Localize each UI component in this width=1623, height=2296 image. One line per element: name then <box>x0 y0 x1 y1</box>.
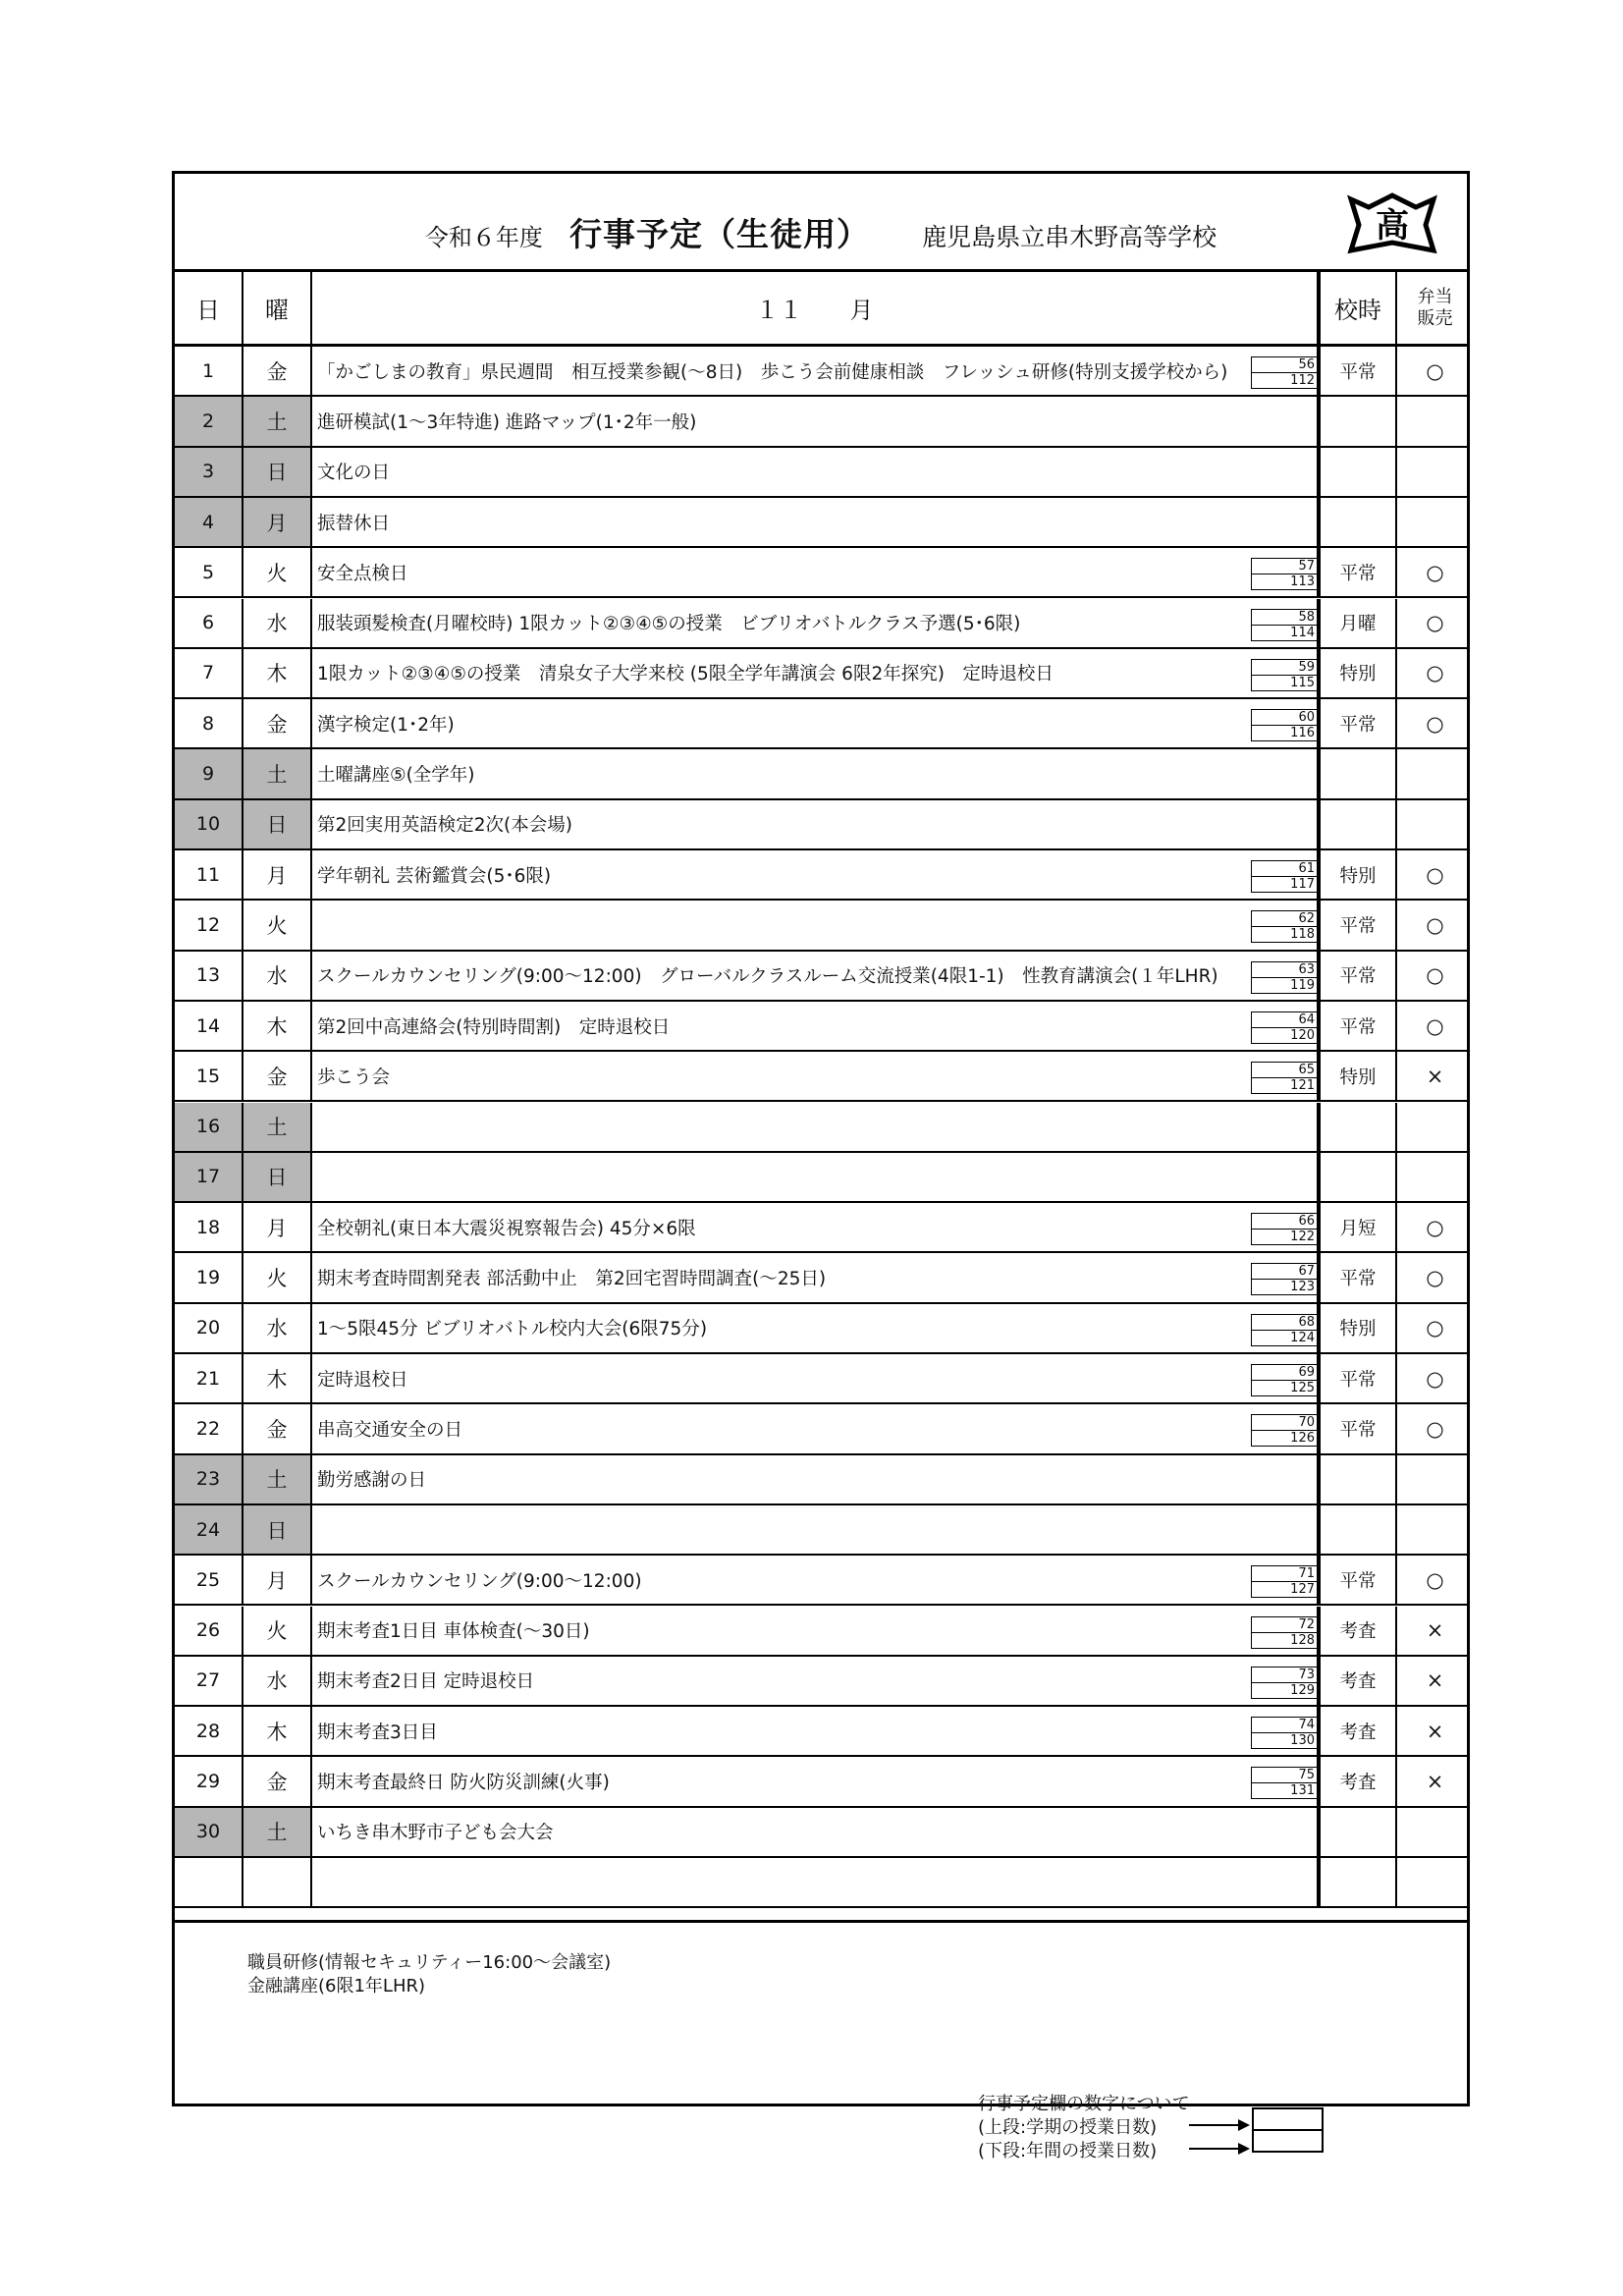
event-text: 服装頭髪検査(月曜校時) 1限カット②③④⑤の授業 ビブリオバトルクラス予選(5･6限) <box>312 599 1319 647</box>
schedule-type: 平常 <box>1319 1354 1397 1402</box>
year-class-days: 117 <box>1290 877 1315 892</box>
table-row <box>175 952 1467 1002</box>
bento-sale-mark: ○ <box>1426 1567 1444 1592</box>
event-text: 振替休日 <box>312 498 1319 546</box>
event-text: 進研模試(1～3年特進) 進路マップ(1･2年一般) <box>312 397 1319 445</box>
weekday: 金 <box>243 699 312 747</box>
weekday: 水 <box>243 599 312 647</box>
schedule-type: 平常 <box>1319 1404 1397 1452</box>
table-row <box>175 1002 1467 1052</box>
class-day-counter <box>1251 1314 1319 1346</box>
bento-sale-mark <box>1397 1455 1473 1503</box>
weekday: 土 <box>243 1808 312 1856</box>
table-row <box>175 1757 1467 1807</box>
table-row <box>175 1707 1467 1757</box>
note-staff-training: 職員研修(情報セキュリティー16:00～会議室) <box>247 1952 612 1973</box>
bento-sale-mark <box>1397 1505 1473 1554</box>
table-row <box>175 397 1467 447</box>
day-number: 22 <box>175 1404 243 1452</box>
table-row <box>175 1657 1467 1707</box>
table-row <box>175 1153 1467 1203</box>
table-row <box>175 1253 1467 1303</box>
day-number: 5 <box>175 548 243 596</box>
class-day-counter <box>1251 609 1319 641</box>
bento-sale-mark <box>1397 1103 1473 1151</box>
event-text: 1～5限45分 ビブリオバトル校内大会(6限75分) <box>312 1304 1319 1352</box>
term-class-days: 63 <box>1298 961 1315 977</box>
bento-sale-mark <box>1397 397 1473 445</box>
schedule-type: 平常 <box>1319 1556 1397 1604</box>
day-number: 25 <box>175 1556 243 1604</box>
term-class-days: 74 <box>1298 1718 1315 1733</box>
day-number: 15 <box>175 1052 243 1100</box>
table-row <box>175 548 1467 598</box>
event-text: 学年朝礼 芸術鑑賞会(5･6限) <box>312 850 1319 899</box>
table-row <box>175 448 1467 498</box>
col-schedule: 校時 <box>1319 272 1397 344</box>
event-text: 第2回中高連絡会(特別時間割) 定時退校日 <box>312 1002 1319 1050</box>
day-number: 9 <box>175 749 243 797</box>
year-class-days: 122 <box>1290 1230 1315 1245</box>
year-class-days: 130 <box>1290 1733 1315 1749</box>
notes-area <box>175 1920 1467 2161</box>
weekday: 火 <box>243 548 312 596</box>
event-text: 「かごしまの教育」県民週間 相互授業参観(～8日) 歩こう会前健康相談 フレッシュ研修(特別支援学校から) <box>312 347 1319 395</box>
class-day-counter <box>1251 1263 1319 1295</box>
table-row <box>175 749 1467 799</box>
day-number: 18 <box>175 1203 243 1251</box>
schedule-type: 平常 <box>1319 1002 1397 1050</box>
year-class-days: 114 <box>1290 625 1315 640</box>
column-header <box>175 272 1467 347</box>
event-text: 1限カット②③④⑤の授業 清泉女子大学来校 (5限全学年講演会 6限2年探究) 定時退校日 <box>312 649 1319 697</box>
bento-sale-mark <box>1397 448 1473 496</box>
svg-text:高: 高 <box>1376 206 1409 246</box>
page-title: 行事予定（生徒用） <box>568 215 870 253</box>
class-day-counter <box>1251 1565 1319 1598</box>
weekday: 月 <box>243 498 312 546</box>
class-day-counter <box>1251 961 1319 994</box>
class-day-counter <box>1251 1011 1319 1044</box>
weekday: 月 <box>243 1556 312 1604</box>
bento-sale-mark: ○ <box>1426 711 1444 736</box>
table-row <box>175 800 1467 850</box>
event-text: 安全点検日 <box>312 548 1319 596</box>
bento-sale-mark: ○ <box>1426 963 1444 988</box>
day-number <box>175 1858 243 1906</box>
day-number: 13 <box>175 952 243 1000</box>
bento-sale-mark: ○ <box>1426 1215 1444 1239</box>
event-text <box>312 1858 1319 1906</box>
col-day: 日 <box>175 272 243 344</box>
bento-sale-mark: ○ <box>1426 560 1444 584</box>
legend-lower: (下段:年間の授業日数) <box>978 2141 1158 2161</box>
day-number: 6 <box>175 599 243 647</box>
weekday: 水 <box>243 952 312 1000</box>
schedule-type: 平常 <box>1319 699 1397 747</box>
table-row <box>175 1103 1467 1153</box>
table-row <box>175 850 1467 901</box>
term-class-days: 67 <box>1298 1264 1315 1280</box>
bento-sale-mark <box>1397 1153 1473 1201</box>
bento-sale-mark: ○ <box>1426 1316 1444 1340</box>
weekday: 月 <box>243 1203 312 1251</box>
schedule-type: 考査 <box>1319 1607 1397 1655</box>
event-text: 期末考査1日目 車体検査(～30日) <box>312 1607 1319 1655</box>
day-number: 30 <box>175 1808 243 1856</box>
weekday: 土 <box>243 749 312 797</box>
schedule-type <box>1319 498 1397 546</box>
class-day-counter <box>1251 1414 1319 1447</box>
schedule-type <box>1319 1153 1397 1201</box>
bento-sale-mark: ○ <box>1426 862 1444 887</box>
schedule-type <box>1319 1103 1397 1151</box>
year-class-days: 115 <box>1290 675 1315 690</box>
bento-sale-mark: ○ <box>1426 1266 1444 1290</box>
day-number: 2 <box>175 397 243 445</box>
day-number: 1 <box>175 347 243 395</box>
bento-sale-mark: × <box>1426 1668 1444 1693</box>
event-text: 土曜講座⑤(全学年) <box>312 749 1319 797</box>
year-class-days: 127 <box>1290 1582 1315 1598</box>
weekday: 火 <box>243 901 312 949</box>
day-number: 16 <box>175 1103 243 1151</box>
term-class-days: 56 <box>1298 357 1315 372</box>
event-text <box>312 901 1319 949</box>
event-text: 期末考査3日目 <box>312 1707 1319 1755</box>
table-row <box>175 599 1467 649</box>
class-day-counter <box>1251 659 1319 691</box>
bento-sale-mark: × <box>1426 1719 1444 1743</box>
event-text: 文化の日 <box>312 448 1319 496</box>
class-day-counter <box>1251 1767 1319 1799</box>
weekday: 月 <box>243 850 312 899</box>
legend-upper: (上段:学期の授業日数) <box>978 2117 1158 2138</box>
col-month: １１ 月 <box>312 272 1319 344</box>
bento-sale-mark: ○ <box>1426 1416 1444 1441</box>
year-class-days: 113 <box>1290 574 1315 590</box>
class-day-counter <box>1251 1667 1319 1699</box>
arrow-upper-icon <box>1189 2124 1248 2126</box>
weekday: 日 <box>243 1505 312 1554</box>
schedule-type: 特別 <box>1319 1304 1397 1352</box>
day-number: 21 <box>175 1354 243 1402</box>
day-number: 19 <box>175 1253 243 1301</box>
weekday: 金 <box>243 347 312 395</box>
bento-sale-mark: × <box>1426 1064 1444 1088</box>
term-class-days: 68 <box>1298 1314 1315 1330</box>
day-number: 12 <box>175 901 243 949</box>
day-number: 28 <box>175 1707 243 1755</box>
bento-sale-mark: ○ <box>1426 661 1444 685</box>
schedule-type: 月短 <box>1319 1203 1397 1251</box>
bento-sale-mark <box>1397 749 1473 797</box>
event-text: 期末考査最終日 防火防災訓練(火事) <box>312 1757 1319 1805</box>
table-row <box>175 1858 1467 1908</box>
class-day-counter <box>1251 709 1319 741</box>
schedule-type <box>1319 749 1397 797</box>
weekday: 水 <box>243 1304 312 1352</box>
class-day-counter <box>1251 1616 1319 1649</box>
event-text <box>312 1505 1319 1554</box>
term-class-days: 65 <box>1298 1063 1315 1078</box>
day-number: 8 <box>175 699 243 747</box>
table-row <box>175 1304 1467 1354</box>
year-class-days: 112 <box>1290 373 1315 388</box>
bento-sale-mark: ○ <box>1426 611 1444 635</box>
weekday: 日 <box>243 448 312 496</box>
event-text: 期末考査時間割発表 部活動中止 第2回宅習時間調査(～25日) <box>312 1253 1319 1301</box>
weekday: 土 <box>243 1455 312 1503</box>
term-class-days: 57 <box>1298 559 1315 574</box>
col-weekday: 曜 <box>243 272 312 344</box>
day-number: 27 <box>175 1657 243 1705</box>
weekday: 木 <box>243 1354 312 1402</box>
weekday: 日 <box>243 800 312 848</box>
schedule-type: 特別 <box>1319 850 1397 899</box>
term-class-days: 75 <box>1298 1768 1315 1783</box>
table-row <box>175 1455 1467 1505</box>
day-number: 10 <box>175 800 243 848</box>
weekday: 金 <box>243 1757 312 1805</box>
day-number: 4 <box>175 498 243 546</box>
event-text: 期末考査2日目 定時退校日 <box>312 1657 1319 1705</box>
schedule-type: 考査 <box>1319 1657 1397 1705</box>
weekday: 土 <box>243 397 312 445</box>
event-text: 定時退校日 <box>312 1354 1319 1402</box>
schedule-type: 平常 <box>1319 1253 1397 1301</box>
schedule-type <box>1319 397 1397 445</box>
year-class-days: 128 <box>1290 1632 1315 1648</box>
class-day-counter <box>1251 910 1319 943</box>
table-row <box>175 901 1467 951</box>
term-class-days: 72 <box>1298 1616 1315 1632</box>
bento-sale-mark <box>1397 1858 1473 1906</box>
school-emblem-logo <box>1347 191 1437 256</box>
class-day-counter <box>1251 860 1319 893</box>
term-class-days: 64 <box>1298 1011 1315 1027</box>
col-bento: 弁当 販売 <box>1417 286 1453 329</box>
table-row <box>175 498 1467 548</box>
schedule-type: 考査 <box>1319 1707 1397 1755</box>
term-class-days: 73 <box>1298 1667 1315 1682</box>
year-class-days: 124 <box>1290 1330 1315 1345</box>
table-row <box>175 1052 1467 1102</box>
day-number: 17 <box>175 1153 243 1201</box>
term-class-days: 59 <box>1298 659 1315 675</box>
schedule-type <box>1319 448 1397 496</box>
class-day-counter <box>1251 356 1319 389</box>
event-text: 第2回実用英語検定2次(本会場) <box>312 800 1319 848</box>
day-number: 7 <box>175 649 243 697</box>
day-number: 3 <box>175 448 243 496</box>
schedule-type <box>1319 1455 1397 1503</box>
weekday: 日 <box>243 1153 312 1201</box>
day-number: 23 <box>175 1455 243 1503</box>
event-text: 全校朝礼(東日本大震災視察報告会) 45分×6限 <box>312 1203 1319 1251</box>
weekday: 火 <box>243 1253 312 1301</box>
weekday: 木 <box>243 1707 312 1755</box>
class-day-counter <box>1251 558 1319 590</box>
event-text: 歩こう会 <box>312 1052 1319 1100</box>
term-class-days: 66 <box>1298 1214 1315 1230</box>
event-text: スクールカウンセリング(9:00～12:00) <box>312 1556 1319 1604</box>
bento-sale-mark <box>1397 1808 1473 1856</box>
table-row <box>175 1607 1467 1657</box>
schedule-type: 特別 <box>1319 1052 1397 1100</box>
schedule-type: 考査 <box>1319 1757 1397 1805</box>
table-row <box>175 1556 1467 1606</box>
table-row <box>175 1808 1467 1858</box>
school-name: 鹿児島県立串木野高等学校 <box>922 223 1217 251</box>
schedule-type: 特別 <box>1319 649 1397 697</box>
year-class-days: 131 <box>1290 1783 1315 1799</box>
legend-title: 行事予定欄の数字について <box>978 2094 1190 2114</box>
arrow-lower-icon <box>1189 2148 1248 2150</box>
year-class-days: 125 <box>1290 1381 1315 1395</box>
table-row <box>175 1505 1467 1556</box>
term-class-days: 71 <box>1298 1566 1315 1582</box>
schedule-type <box>1319 1808 1397 1856</box>
bento-sale-mark: × <box>1426 1770 1444 1794</box>
schedule-type <box>1319 1858 1397 1906</box>
bento-sale-mark: ○ <box>1426 1013 1444 1038</box>
year-class-days: 129 <box>1290 1682 1315 1698</box>
schedule-type: 平常 <box>1319 952 1397 1000</box>
weekday: 火 <box>243 1607 312 1655</box>
event-text: 漢字検定(1･2年) <box>312 699 1319 747</box>
schedule-type: 平常 <box>1319 901 1397 949</box>
bento-sale-mark: ○ <box>1426 1366 1444 1391</box>
weekday: 土 <box>243 1103 312 1151</box>
term-class-days: 58 <box>1298 609 1315 625</box>
day-number: 29 <box>175 1757 243 1805</box>
weekday: 水 <box>243 1657 312 1705</box>
bento-sale-mark <box>1397 800 1473 848</box>
table-row <box>175 649 1467 699</box>
event-text: スクールカウンセリング(9:00～12:00) グローバルクラスルーム交流授業(4限1-1) 性教育講演会(１年LHR) <box>312 952 1319 1000</box>
table-row <box>175 347 1467 397</box>
schedule-type: 平常 <box>1319 548 1397 596</box>
class-day-counter <box>1251 1213 1319 1245</box>
year-class-days: 123 <box>1290 1280 1315 1295</box>
day-number: 24 <box>175 1505 243 1554</box>
day-number: 26 <box>175 1607 243 1655</box>
weekday: 金 <box>243 1404 312 1452</box>
year-class-days: 116 <box>1290 726 1315 741</box>
year-class-days: 121 <box>1290 1078 1315 1094</box>
class-day-counter <box>1251 1062 1319 1094</box>
schedule-type: 平常 <box>1319 347 1397 395</box>
bento-sale-mark: ○ <box>1426 912 1444 937</box>
table-row <box>175 1354 1467 1404</box>
term-class-days: 69 <box>1298 1365 1315 1380</box>
year-class-days: 119 <box>1290 977 1315 993</box>
term-class-days: 70 <box>1298 1415 1315 1431</box>
class-day-counter <box>1251 1364 1319 1396</box>
weekday: 木 <box>243 649 312 697</box>
note-finance-lecture: 金融講座(6限1年LHR) <box>247 1976 426 1996</box>
term-class-days: 61 <box>1298 861 1315 876</box>
bento-sale-mark: × <box>1426 1618 1444 1643</box>
event-text <box>312 1103 1319 1151</box>
sheet-header <box>175 174 1467 272</box>
schedule-sheet <box>172 171 1470 2161</box>
title-line <box>175 209 1467 255</box>
weekday: 木 <box>243 1002 312 1050</box>
bento-sale-mark <box>1397 498 1473 546</box>
term-class-days: 62 <box>1298 911 1315 927</box>
bento-sale-mark: ○ <box>1426 358 1444 383</box>
table-row <box>175 1404 1467 1454</box>
weekday <box>243 1858 312 1906</box>
event-text: いちき串木野市子ども会大会 <box>312 1808 1319 1856</box>
term-class-days: 60 <box>1298 710 1315 726</box>
schedule-type <box>1319 800 1397 848</box>
event-text <box>312 1153 1319 1201</box>
year-class-days: 126 <box>1290 1431 1315 1447</box>
day-number: 20 <box>175 1304 243 1352</box>
schedule-type <box>1319 1505 1397 1554</box>
weekday: 金 <box>243 1052 312 1100</box>
year-class-days: 120 <box>1290 1027 1315 1043</box>
legend-sample-box <box>1252 2107 1324 2153</box>
fiscal-year: 令和６年度 <box>424 224 543 251</box>
table-row <box>175 699 1467 749</box>
event-text: 勤労感謝の日 <box>312 1455 1319 1503</box>
class-day-counter <box>1251 1717 1319 1749</box>
schedule-type: 月曜 <box>1319 599 1397 647</box>
event-text: 串高交通安全の日 <box>312 1404 1319 1452</box>
year-class-days: 118 <box>1290 927 1315 943</box>
day-number: 11 <box>175 850 243 899</box>
day-number: 14 <box>175 1002 243 1050</box>
table-row <box>175 1203 1467 1253</box>
